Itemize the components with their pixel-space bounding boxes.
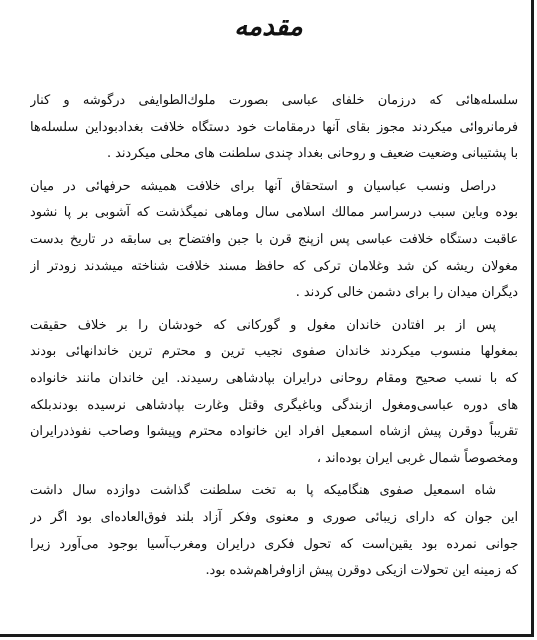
text-line: عاقبت دستگاه خلافت عباسی پس ازپنج قرن با جبن وافتضاح بی سابقه در تاریخ بدست bbox=[30, 231, 518, 247]
text-line: این جوان که دارای زیبائی صوری و معنوی وفکر آزاد بلند فوق‌العاده‌ای بود اگر در bbox=[30, 509, 518, 525]
paragraph-4 bbox=[30, 478, 518, 584]
text-line: دیگران میدان را برای دشمن خالی کردند . bbox=[295, 285, 518, 301]
paragraph-2 bbox=[30, 174, 518, 307]
paragraph-3 bbox=[30, 313, 518, 473]
text-line: ومخصوصاً شمال غربی ایران بوده‌اند ، bbox=[316, 450, 518, 466]
text-line: با پشتیبانی وضعیت ضعیف و روحانی بغداد چندی سلطنت های محلی میکردند . bbox=[107, 146, 518, 162]
page-title: مقدمه bbox=[234, 12, 303, 42]
text-line: که زمینه این تحولات ازیکی دوقرن پیش ازاوفراهم‌شده بود. bbox=[205, 563, 518, 579]
text-line: پس از بر افتادن خاندان مغول و گورکانی که خودشان را بر خلاف حقیقت bbox=[30, 317, 496, 333]
text-line: جوانی نمرده بود یقین‌است که تحول فکری درایران ومغرب‌آسیا بوجود می‌آورد زیرا bbox=[30, 536, 518, 552]
text-line: بوده وباین سبب درسراسر ممالك اسلامی سال وماهی نمیگذشت که آشوبی بر پا نشود bbox=[30, 205, 518, 221]
paragraph-1 bbox=[30, 88, 518, 168]
text-line: شاه اسمعیل صفوی هنگامیکه پا به تخت سلطنت گذاشت دوازده سال داشت bbox=[30, 483, 496, 499]
text-line: سلسله‌هائی که درزمان خلفای عباسی بصورت ملوك‌الطوایفی درگوشه و کنار bbox=[30, 93, 518, 108]
text-line: فرمانروائی میکردند مجوز بقای آنها درمقامات خود دستگاه خلافت بغدادبوداین سلسله‌ها bbox=[30, 119, 518, 135]
text-line: تقریباً دوقرن پیش ازشاه اسمعیل افراد این خانواده محترم وپیشوا وصاحب نفوذدرایران bbox=[30, 424, 518, 440]
text-line: های دوره عباسی‌ومغول ازبندگی وباغیگری وقتل وغارت بپادشاهی نرسیده بودندبلکه bbox=[30, 397, 518, 413]
document-body bbox=[30, 88, 518, 585]
text-line: که با نسب صحیح ومقام روحانی درایران بپادشاهی رسیدند. این خاندان مانند خانواده bbox=[30, 370, 518, 386]
text-line: بمغولها منسوب میکردند خاندان صفوی نجیب ترین و محترم ترین خاندانهائی بودند bbox=[30, 344, 518, 360]
text-line: دراصل ونسب عباسیان و استحقاق آنها برای خلافت همیشه حرفهائی در میان bbox=[30, 178, 496, 194]
text-line: مغولان ریشه کن شد وغلامان ترکی که حافظ مسند خلافت شناخته میشدند زودتر از bbox=[30, 258, 518, 274]
